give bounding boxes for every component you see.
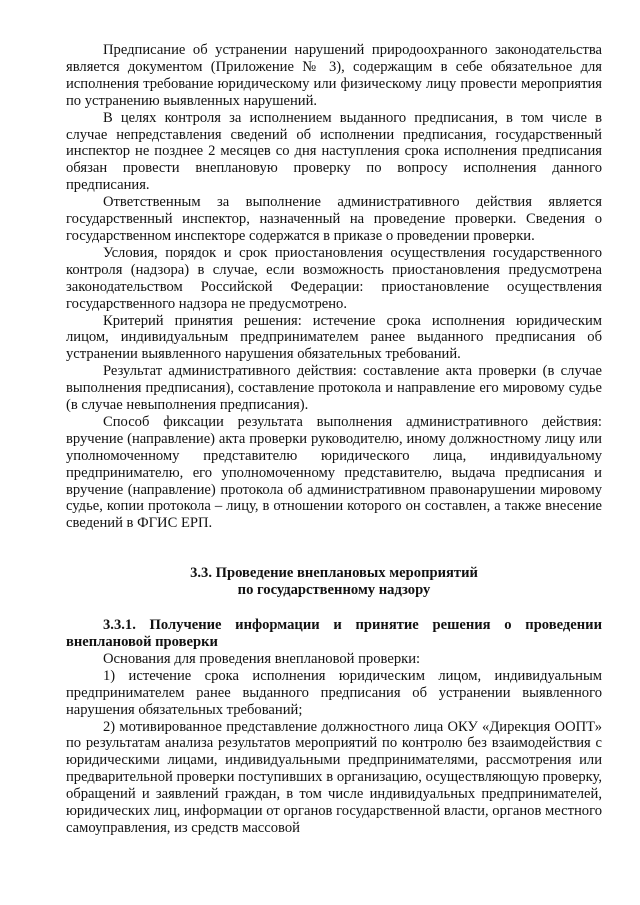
paragraph-grounds-intro: Основания для проведения внеплановой проверки: xyxy=(103,650,421,667)
paragraph-suspension-conditions: Условия, порядок и срок приостановления осуществления государственного контроля (надзора) в случае, если возможность приостановления предусмотрена законодательством Российской Федерации: приостановление осуществления государственного надзора не предусмотрено. xyxy=(66,244,602,312)
section-heading-line1: 3.3. Проведение внеплановых мероприятий xyxy=(190,565,478,582)
subsection-heading: 3.3.1. Получение информации и принятие решения о проведении внеплановой проверки xyxy=(66,617,602,650)
paragraph-control-of-execution: В целях контроля за исполнением выданного предписания, в том числе в случае непредставления сведений об исполнении предписания, государственный инспектор не позднее 2 месяцев со дня наступления срока исполнения предписания обязан провести внеплановую проверку по вопросу исполнения данного предписания. xyxy=(66,109,602,194)
paragraph-prescription-definition: Предписание об устранении нарушений природоохранного законодательства является документом (Приложение № 3), содержащим в себе обязательное для исполнения требование юридическому или физическому лицу провести мероприятия по устранению выявленных нарушений. xyxy=(66,42,602,109)
paragraph-result-fixation: Способ фиксации результата выполнения административного действия: вручение (направление) акта проверки руководителю, иному должностному лицу или уполномоченному представителю юридического лица, индивидуальному предпринимателю, его уполномоченному представителю, выдача предписания и вручение (направление) протокола об административном правонарушении мировому судье, копии протокола – лицу, в отношении которого он составлен, а также внесение сведений в ФГИС ЕРП. xyxy=(66,413,602,532)
paragraph-action-result: Результат административного действия: составление акта проверки (в случае выполнения предписания), составление протокола и направление его мировому судье (в случае невыполнения предписания). xyxy=(66,363,602,414)
paragraph-ground-2: 2) мотивированное представление должностного лица ОКУ «Дирекция ООПТ» по результатам анализа результатов мероприятий по контролю без взаимодействия с юридическими лицами, индивидуальными предпринимателями, рассмотрения или предварительной проверки поступивших в организацию, осуществляющую проверку, обращений и заявлений граждан, в том числе индивидуальных предпринимателей, юридических лиц, информации от органов государственной власти, органов местного самоуправления, из средств массовой xyxy=(66,718,602,836)
paragraph-decision-criterion: Критерий принятия решения: истечение срока исполнения юридическим лицом, индивидуальным предпринимателем ранее выданного предписания об устранении выявленного нарушения обязательных требований. xyxy=(66,312,602,363)
paragraph-ground-1: 1) истечение срока исполнения юридическим лицом, индивидуальным предпринимателем ранее выданного предписания об устранении выявленного нарушения обязательных требований; xyxy=(66,667,602,718)
paragraph-responsible-person: Ответственным за выполнение административного действия является государственный инспектор, назначенный на проведение проверки. Сведения о государственном инспекторе содержатся в приказе о проведении проверки. xyxy=(66,194,602,244)
section-heading-line2: по государственному надзору xyxy=(237,582,431,599)
